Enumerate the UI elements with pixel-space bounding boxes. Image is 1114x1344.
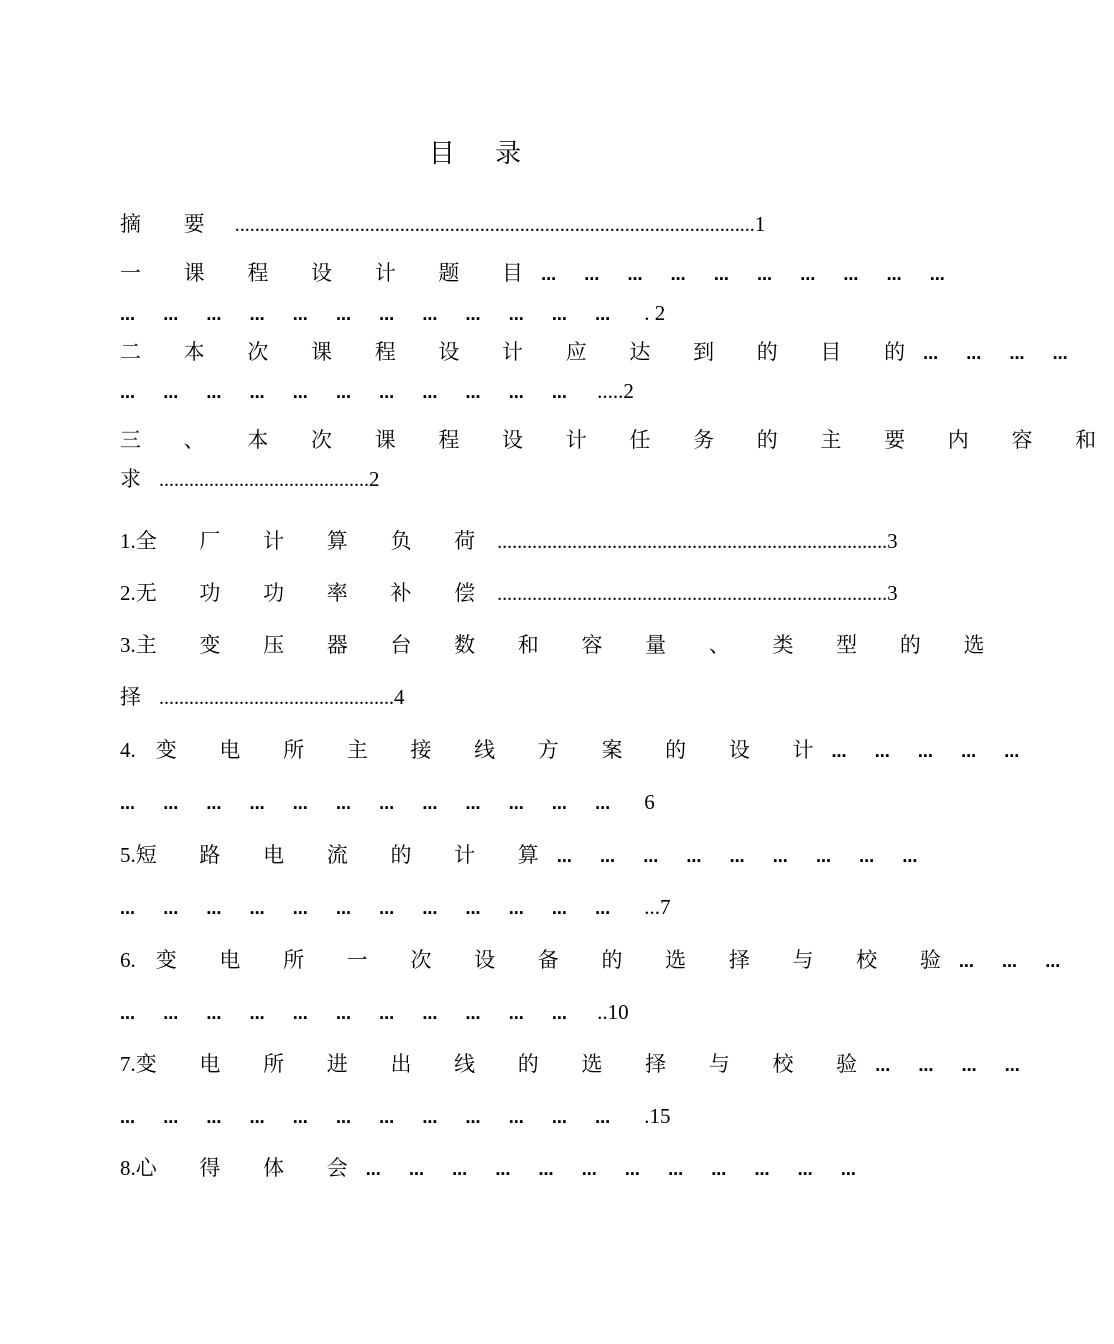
ellipsis-glyph: … [929,266,945,284]
ellipsis-glyph: … [335,900,351,918]
ellipsis-glyph: … [595,306,611,324]
ellipsis-glyph: … [1002,953,1018,971]
toc-entry-3[interactable]: 三 、 本 次 课 程 设 计 任 务 的 主 要 内 容 和 [120,428,1114,452]
leader-dots [557,841,946,871]
ellipsis-glyph: … [508,1005,524,1023]
toc-entry-c5[interactable]: 5.短 路 电 流 的 计 算… … … … … … … … … [120,841,946,871]
ellipsis-glyph: … [508,900,524,918]
ellipsis-glyph: … [874,743,890,761]
ellipsis-glyph: … [120,1005,135,1023]
ellipsis-glyph: … [729,848,745,866]
ellipsis-glyph: … [902,848,918,866]
ellipsis-glyph: … [249,1109,265,1127]
ellipsis-glyph: … [249,795,265,813]
ellipsis-glyph: … [581,1161,597,1179]
ellipsis-glyph: … [206,795,222,813]
ellipsis-glyph: … [843,266,859,284]
ellipsis-glyph: … [686,848,702,866]
toc-entry-1-cont: … … … … … … … … … … … … . 2 [120,299,665,329]
ellipsis-glyph: … [292,1005,308,1023]
ellipsis-glyph: … [541,266,557,284]
ellipsis-glyph: … [1009,345,1025,363]
ellipsis-glyph: … [249,306,265,324]
ellipsis-glyph: … [958,953,974,971]
ellipsis-glyph: … [120,306,135,324]
toc-entry-1[interactable]: 一 课 程 设 计 题 目… … … … … … … … … … [120,259,973,289]
ellipsis-glyph: … [408,1161,424,1179]
ellipsis-glyph: … [551,795,567,813]
ellipsis-glyph: … [815,848,831,866]
ellipsis-glyph: … [206,900,222,918]
ellipsis-glyph: … [422,1005,438,1023]
ellipsis-glyph: … [627,266,643,284]
ellipsis-glyph: … [551,384,567,402]
toc-entry-c1[interactable]: 1.全 厂 计 算 负 荷 ..............................................................................3 [120,529,898,553]
ellipsis-glyph: … [643,848,659,866]
ellipsis-glyph: … [465,1109,481,1127]
leader-dots [120,377,595,407]
ellipsis-glyph: … [551,1005,567,1023]
ellipsis-glyph: … [335,306,351,324]
toc-entry-3-cont: 求..........................................2 [120,467,380,491]
ellipsis-glyph: … [556,848,572,866]
ellipsis-glyph: … [465,795,481,813]
ellipsis-glyph: … [465,306,481,324]
ellipsis-glyph: … [859,848,875,866]
ellipsis-glyph: … [584,266,600,284]
ellipsis-glyph: … [918,1057,934,1075]
ellipsis-glyph: … [206,1005,222,1023]
ellipsis-glyph: … [163,900,179,918]
ellipsis-glyph: … [292,384,308,402]
ellipsis-glyph: … [551,1109,567,1127]
ellipsis-glyph: … [495,1161,511,1179]
ellipsis-glyph: … [754,1161,770,1179]
ellipsis-glyph: … [379,384,395,402]
ellipsis-glyph: … [831,743,847,761]
ellipsis-glyph: … [335,795,351,813]
leader-dots [923,338,1096,368]
ellipsis-glyph: … [595,795,611,813]
leader-dots [120,299,638,329]
toc-entry-c6[interactable]: 6. 变 电 所 一 次 设 备 的 选 择 与 校 验… … … [120,946,1088,976]
ellipsis-glyph: … [670,266,686,284]
ellipsis-glyph: … [292,1109,308,1127]
ellipsis-glyph: … [379,306,395,324]
ellipsis-glyph: … [668,1161,684,1179]
ellipsis-glyph: … [422,1109,438,1127]
ellipsis-glyph: … [595,900,611,918]
leader-dots [959,946,1089,976]
ellipsis-glyph: … [163,384,179,402]
ellipsis-glyph: … [465,900,481,918]
ellipsis-glyph: … [379,795,395,813]
ellipsis-glyph: … [379,900,395,918]
ellipsis-glyph: … [120,384,135,402]
ellipsis-glyph: … [875,1057,891,1075]
ellipsis-glyph: … [335,1109,351,1127]
ellipsis-glyph: … [538,1161,554,1179]
leader-dots [832,736,1048,766]
ellipsis-glyph: … [379,1109,395,1127]
ellipsis-glyph: … [465,1005,481,1023]
ellipsis-glyph: … [600,848,615,866]
ellipsis-glyph: … [379,1005,395,1023]
ellipsis-glyph: … [163,1109,179,1127]
ellipsis-glyph: … [624,1161,640,1179]
ellipsis-glyph: … [923,345,939,363]
toc-entry-c4[interactable]: 4. 变 电 所 主 接 线 方 案 的 设 计… … … … … [120,736,1047,766]
ellipsis-glyph: … [249,900,265,918]
leader-dots [120,998,595,1028]
ellipsis-glyph: … [292,306,308,324]
leader-dots [875,1050,1048,1080]
ellipsis-glyph: … [120,795,135,813]
ellipsis-glyph: … [508,795,524,813]
toc-title: 目 录 [428,139,538,169]
ellipsis-glyph: … [120,1109,135,1127]
ellipsis-glyph: … [508,384,524,402]
ellipsis-glyph: … [292,900,308,918]
toc-entry-c8[interactable]: 8.心 得 体 会… … … … … … … … … … … … [120,1154,884,1184]
toc-entry-2-cont: … … … … … … … … … … … .....2 [120,377,634,407]
ellipsis-glyph: … [335,1005,351,1023]
ellipsis-glyph: … [422,900,438,918]
ellipsis-glyph: … [508,306,524,324]
ellipsis-glyph: … [840,1161,856,1179]
toc-entry-2[interactable]: 二 本 次 课 程 设 计 应 达 到 的 目 的… … … … [120,338,1096,368]
ellipsis-glyph: … [551,306,567,324]
leader-dots [541,259,973,289]
ellipsis-glyph: … [249,1005,265,1023]
ellipsis-glyph: … [465,384,481,402]
ellipsis-glyph: … [422,384,438,402]
leader-dots [120,788,638,818]
ellipsis-glyph: … [1052,345,1068,363]
ellipsis-glyph: … [797,1161,813,1179]
ellipsis-glyph: … [422,306,438,324]
ellipsis-glyph: … [917,743,933,761]
ellipsis-glyph: … [365,1161,381,1179]
toc-entry-abstract[interactable]: 摘 要 ........................................................................................................1 [120,212,766,236]
ellipsis-glyph: … [335,384,351,402]
ellipsis-glyph: … [713,266,729,284]
ellipsis-glyph: … [292,795,308,813]
ellipsis-glyph: … [163,1005,179,1023]
ellipsis-glyph: … [163,306,179,324]
leader-dots [366,1154,884,1184]
leader-dots [120,893,638,923]
ellipsis-glyph: … [1045,953,1061,971]
toc-entry-c4-cont: … … … … … … … … … … … … 6 [120,788,655,818]
ellipsis-glyph: … [551,900,567,918]
toc-entry-c6-cont: … … … … … … … … … … … ..10 [120,998,629,1028]
ellipsis-glyph: … [163,795,179,813]
ellipsis-glyph: … [206,306,222,324]
ellipsis-glyph: … [757,266,772,284]
toc-entry-c7-cont: … … … … … … … … … … … … .15 [120,1102,671,1132]
ellipsis-glyph: … [206,1109,222,1127]
ellipsis-glyph: … [1004,743,1020,761]
ellipsis-glyph: … [961,743,977,761]
ellipsis-glyph: … [508,1109,524,1127]
toc-entry-c3-cont: 择...............................................4 [120,685,405,709]
ellipsis-glyph: … [206,384,222,402]
ellipsis-glyph: … [422,795,438,813]
ellipsis-glyph: … [1004,1057,1020,1075]
ellipsis-glyph: … [711,1161,727,1179]
toc-entry-c7[interactable]: 7.变 电 所 进 出 线 的 选 择 与 校 验… … … … [120,1050,1048,1080]
ellipsis-glyph: … [800,266,816,284]
leader-dots [120,1102,638,1132]
toc-entry-c3[interactable]: 3.主 变 压 器 台 数 和 容 量 、 类 型 的 选 [120,633,1003,657]
ellipsis-glyph: … [249,384,265,402]
ellipsis-glyph: … [966,345,982,363]
ellipsis-glyph: … [886,266,902,284]
toc-entry-c2[interactable]: 2.无 功 功 率 补 偿 ..............................................................................3 [120,581,898,605]
ellipsis-glyph: … [595,1109,611,1127]
toc-entry-c5-cont: … … … … … … … … … … … … ...7 [120,893,671,923]
ellipsis-glyph: … [961,1057,977,1075]
ellipsis-glyph: … [452,1161,468,1179]
ellipsis-glyph: … [120,900,135,918]
ellipsis-glyph: … [772,848,788,866]
